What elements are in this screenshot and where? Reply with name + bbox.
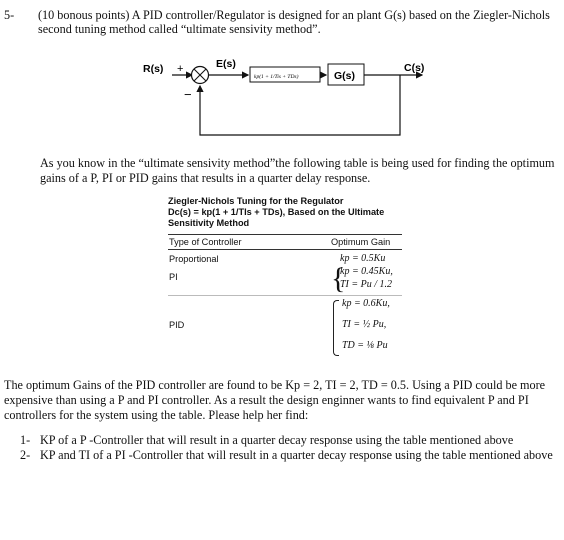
row-gain: TI = Pu / 1.2 [340,279,393,290]
list-item [20,448,560,463]
plus-sign: + [177,63,184,75]
intro-line-2: gains of a P, PI or PID gains that results in a quarter delay response. [40,171,371,185]
brace-icon: { [331,262,346,295]
item-text: KP of a P -Controller that will result in a quarter decay response using the table mentioned above [40,433,514,447]
controller-label: kp(1 + 1/Tis + TDs) [254,74,299,80]
item-number: 1- [20,433,31,447]
table-rule-top [168,234,402,235]
row-gain: kp = 0.5Ku [340,253,386,264]
item-text: KP and TI of a PI -Controller that will result in a quarter decay response using the table mentioned above [40,448,553,462]
table-title-3: Sensitivity Method [168,218,250,228]
task-list [20,433,560,463]
table-title-2: Dc(s) = kp(1 + 1/TIs + TDs), Based on the Ultimate [168,207,385,217]
row-gain: TD = ⅛ Pu [342,340,388,351]
output-label: C(s) [404,62,425,74]
brace-icon [333,300,339,356]
plant-label: G(s) [334,70,355,82]
row-gain: TI = ½ Pu, [342,319,387,330]
ziegler-nichols-table [168,196,402,366]
row-type: PI [169,272,178,282]
item-number: 2- [20,448,31,462]
col-header-type: Type of Controller [169,237,242,247]
input-label: R(s) [143,63,164,75]
table-rule-header [168,249,402,250]
list-item [20,433,560,448]
conclusion-line-2: expensive than using a P and PI controller. As a result the design enginner wants to find equivalent P and PI [4,393,529,407]
feedback-path [200,75,400,135]
question-number: 5- [4,8,15,22]
row-type: PID [169,320,185,330]
question-line-1: (10 bonous points) A PID controller/Regulator is designed for an plant G(s) based on the Ziegler-Nichols [38,8,550,22]
table-title-1: Ziegler-Nichols Tuning for the Regulator [168,196,344,206]
col-header-gain: Optimum Gain [331,237,391,247]
conclusion-line-3: controllers for the system using the table. Please help her find: [4,408,309,422]
minus-sign: − [184,87,192,102]
error-label: E(s) [216,58,236,70]
conclusion-line-1: The optimum Gains of the PID controller are found to be Kp = 2, TI = 2, TD = 0.5. Using a PID could be more [4,378,546,392]
row-gain: kp = 0.6Ku, [342,298,390,309]
row-type: Proportional [169,254,219,264]
summing-junction [192,67,209,84]
conclusion-paragraph [4,378,556,423]
table-rule-divider [168,295,402,296]
row-gain: kp = 0.45Ku, [340,266,393,277]
question-line-2: second tuning method called “ultimate sensivity method”. [38,22,321,36]
intro-paragraph [40,156,556,186]
intro-line-1: As you know in the “ultimate sensivity method”the following table is being used for finding the optimum [40,156,555,170]
block-diagram [0,0,564,150]
